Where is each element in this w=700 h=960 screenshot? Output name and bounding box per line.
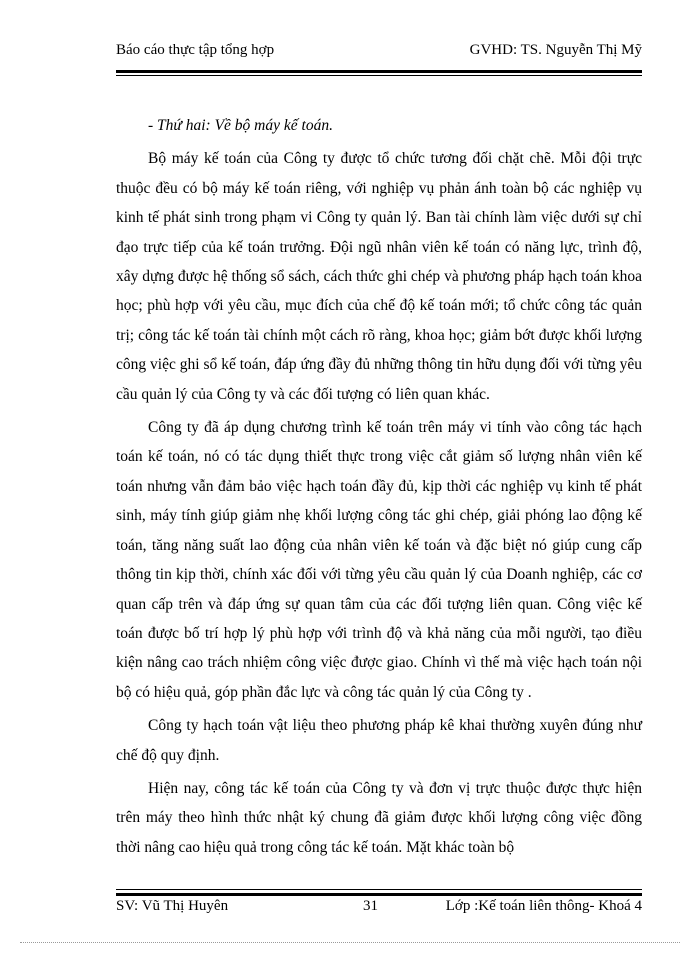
section-subheading: - Thứ hai: Về bộ máy kế toán. bbox=[148, 117, 333, 134]
header-report-title: Báo cáo thực tập tổng hợp bbox=[116, 42, 275, 58]
page-header bbox=[116, 42, 642, 62]
page-number: 31 bbox=[363, 898, 378, 914]
header-supervisor: GVHD: TS. Nguyễn Thị Mỹ bbox=[469, 42, 642, 58]
footer-rule-thick bbox=[116, 893, 642, 896]
footer-class: Lớp :Kế toán liên thông- Khoá 4 bbox=[445, 898, 642, 914]
header-rule-thin bbox=[116, 75, 642, 76]
footer-rule-thin bbox=[116, 889, 642, 890]
paragraph-inventory-method: Công ty hạch toán vật liệu theo phương pháp kê khai thường xuyên đúng như chế độ quy định. bbox=[116, 717, 642, 764]
page-boundary-line bbox=[20, 942, 680, 943]
header-rule-thick bbox=[116, 70, 642, 73]
paragraph-accounting-structure: Bộ máy kế toán của Công ty được tổ chức tương đối chặt chẽ. Mỗi đội trực thuộc đều có bộ máy kế toán riêng, với nghiệp vụ phản ánh toàn bộ các nghiệp vụ kinh tế phát sinh trong phạm vi Công ty quản lý. Ban tài chính làm việc dưới sự chỉ đạo trực tiếp của kế toán trưởng. Đội ngũ nhân viên kế toán có năng lực, trình độ, xây dựng được hệ thống sổ sách, cách thức ghi chép và phương pháp hạch toán khoa học; phù hợp với yêu cầu, mục đích của chế độ kế toán mới; tổ chức công tác quản trị; công tác kế toán tài chính một cách rõ ràng, khoa học; giảm bớt được khối lượng công việc ghi sổ kế toán, đáp ứng đầy đủ những thông tin hữu dụng đối với từng yêu cầu quản lý của Công ty và các đối tượng có liên quan khác. bbox=[116, 150, 642, 403]
paragraph-current-practice: Hiện nay, công tác kế toán của Công ty và đơn vị trực thuộc được thực hiện trên máy theo hình thức nhật ký chung đã giảm được khối lượng công việc đồng thời nâng cao hiệu quả trong công tác kế toán. Mặt khác toàn bộ bbox=[116, 779, 642, 856]
page-body bbox=[116, 111, 642, 866]
page-footer bbox=[116, 898, 642, 918]
footer-student: SV: Vũ Thị Huyên bbox=[116, 898, 229, 914]
paragraph-computer-accounting: Công ty đã áp dụng chương trình kế toán trên máy vi tính vào công tác hạch toán kế toán, nó có tác dụng thiết thực trong việc cắt giảm số lượng nhân viên kế toán nhưng vẫn đảm bảo việc hạch toán đầy đủ, kịp thời các nghiệp vụ kinh tế phát sinh, máy tính giúp giảm nhẹ khối lượng công tác ghi chép, giải phóng lao động kế toán, tăng năng suất lao động của nhân viên kế toán và đặc biệt nó giúp cung cấp thông tin kịp thời, chính xác đối với từng yêu cầu quản lý của Doanh nghiệp, các cơ quan cấp trên và đáp ứng sự quan tâm của các đối tượng liên quan. Công việc kế toán được bố trí hợp lý phù hợp với trình độ và khả năng của mỗi người, tạo điều kiện nâng cao trách nhiệm công việc được giao. Chính vì thế mà việc hạch toán nội bộ có hiệu quả, góp phần đắc lực và công tác quản lý của Công ty . bbox=[116, 419, 642, 701]
